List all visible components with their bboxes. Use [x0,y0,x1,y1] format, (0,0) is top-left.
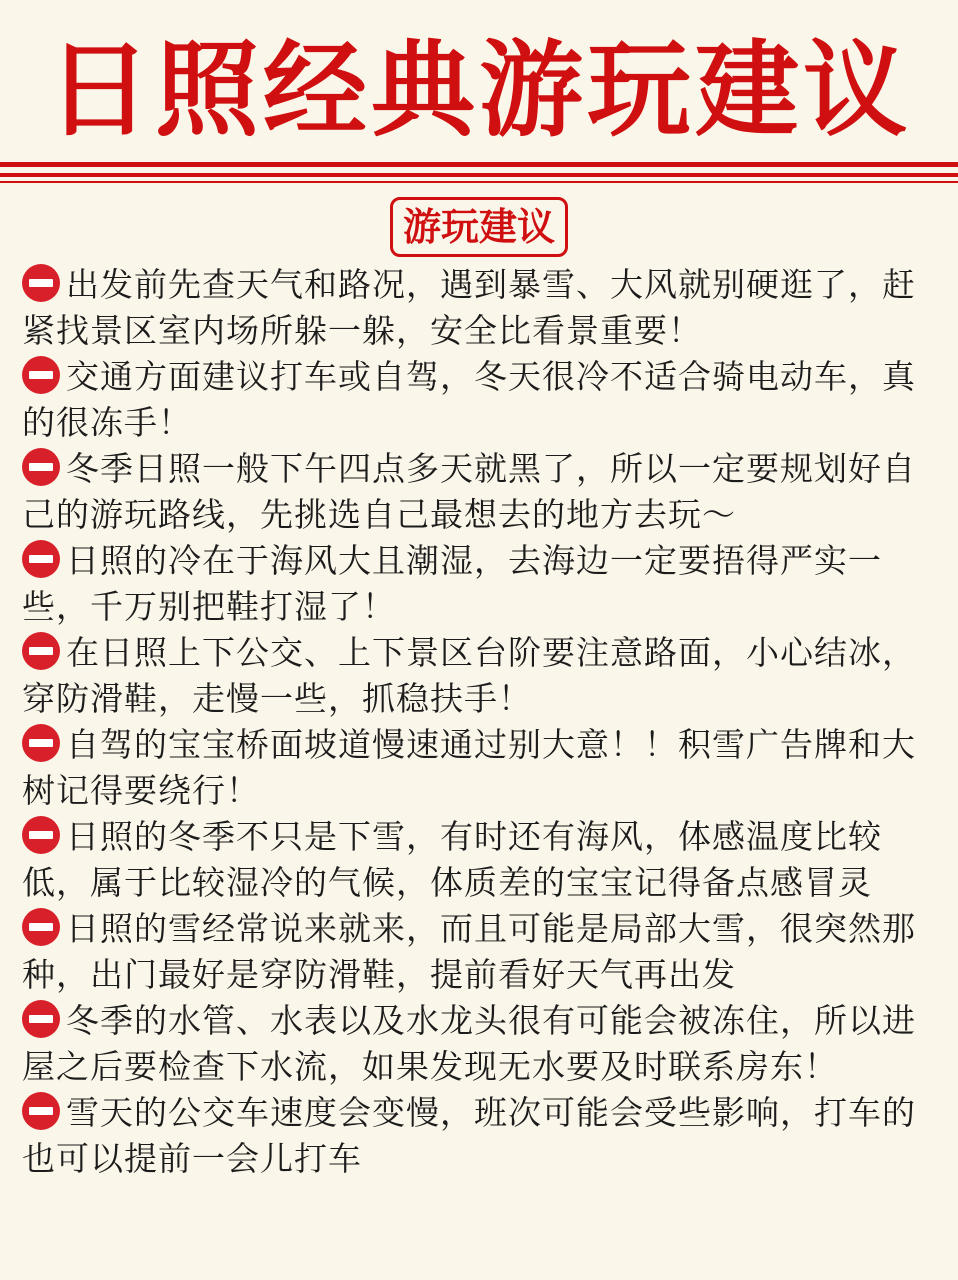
no-entry-icon [22,908,60,946]
tip-item [22,906,940,998]
no-entry-icon [22,1092,60,1130]
tip-item [22,262,940,354]
no-entry-icon [22,448,60,486]
tip-item [22,538,940,630]
tip-item [22,1090,940,1182]
tips-list [22,262,940,1182]
no-entry-icon [22,540,60,578]
tip-item [22,446,940,538]
section-tag: 游玩建议 [390,197,568,257]
tip-item [22,998,940,1090]
tip-item [22,722,940,814]
title-divider-thin [0,181,958,183]
tip-text: 日照的冬季不只是下雪，有时还有海风，体感温度比较低，属于比较湿冷的气候，体质差的宝宝记得备点感冒灵 [22,817,882,902]
tip-text: 日照的雪经常说来就来，而且可能是局部大雪，很突然那种，出门最好是穿防滑鞋，提前看好天气再出发 [22,909,916,994]
page-title: 日照经典游玩建议 [46,29,911,151]
tip-text: 冬季的水管、水表以及水龙头很有可能会被冻住，所以进屋之后要检查下水流，如果发现无水要及时联系房东！ [22,1001,916,1086]
no-entry-icon [22,264,60,302]
title-divider-thick [0,162,958,167]
tip-text: 日照的冷在于海风大且潮湿，去海边一定要捂得严实一些，千万别把鞋打湿了！ [22,541,882,626]
title-divider-middle [0,173,958,177]
no-entry-icon [22,816,60,854]
no-entry-icon [22,724,60,762]
tip-text: 在日照上下公交、上下景区台阶要注意路面，小心结冰，穿防滑鞋，走慢一些，抓稳扶手！ [22,633,916,718]
no-entry-icon [22,632,60,670]
tip-item [22,814,940,906]
no-entry-icon [22,1000,60,1038]
tip-text: 自驾的宝宝桥面坡道慢速通过别大意！！积雪广告牌和大树记得要绕行！ [22,725,916,810]
tip-item [22,354,940,446]
tip-text: 出发前先查天气和路况，遇到暴雪、大风就别硬逛了，赶紧找景区室内场所躲一躲，安全比看景重要！ [22,265,916,350]
no-entry-icon [22,356,60,394]
header [0,30,958,150]
section-tag-wrap [0,197,958,257]
tip-text: 雪天的公交车速度会变慢，班次可能会受些影响，打车的也可以提前一会儿打车 [22,1093,916,1178]
tip-item [22,630,940,722]
tip-text: 交通方面建议打车或自驾，冬天很冷不适合骑电动车，真的很冻手！ [22,357,916,442]
tip-text: 冬季日照一般下午四点多天就黑了，所以一定要规划好自己的游玩路线，先挑选自己最想去的地方去玩～ [22,449,916,534]
